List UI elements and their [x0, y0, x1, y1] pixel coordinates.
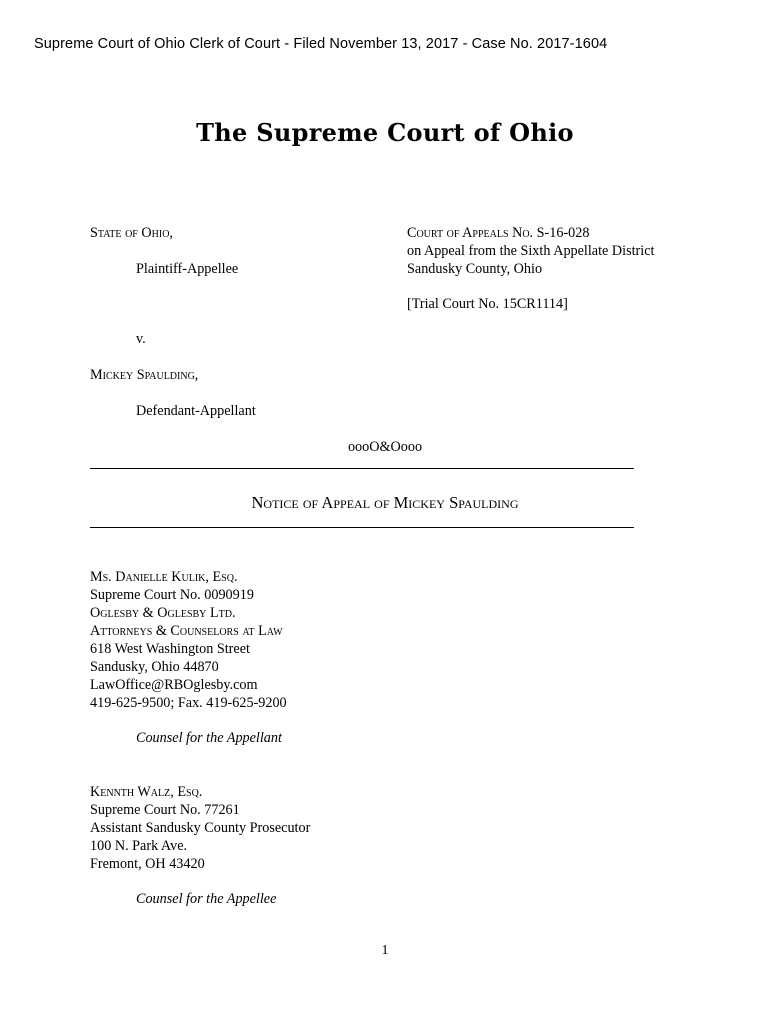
- divider-bottom: [90, 527, 634, 528]
- versus: v.: [136, 331, 146, 347]
- appellee-street: 100 N. Park Ave.: [90, 838, 188, 854]
- law-firm-description: Attorneys & Counselors at Law: [90, 623, 283, 639]
- appellee-counsel-name: Kennth Walz, Esq.: [90, 784, 203, 800]
- document-title: Notice of Appeal of Mickey Spaulding: [251, 493, 519, 512]
- separator-ornament: oooO&Oooo: [347, 439, 423, 455]
- appellee-sc-number: Supreme Court No. 77261: [90, 802, 240, 818]
- appeals-case-number: Court of Appeals No. S-16-028: [407, 225, 590, 241]
- plaintiff-role: Plaintiff-Appellee: [136, 261, 239, 277]
- filing-stamp: Supreme Court of Ohio Clerk of Court - Filed November 13, 2017 - Case No. 2017-1604: [34, 36, 608, 52]
- appellee-title: Assistant Sandusky County Prosecutor: [90, 820, 311, 836]
- court-title: The Supreme Court of Ohio: [196, 118, 574, 147]
- appellant-counsel-role: Counsel for the Appellant: [136, 730, 282, 746]
- law-firm-name: Oglesby & Oglesby Ltd.: [90, 605, 236, 621]
- appellant-counsel-name: Ms. Danielle Kulik, Esq.: [90, 569, 238, 585]
- defendant-role: Defendant-Appellant: [136, 403, 256, 419]
- appellant-sc-number: Supreme Court No. 0090919: [90, 587, 254, 603]
- appellant-phone-fax: 419-625-9500; Fax. 419-625-9200: [90, 695, 287, 711]
- county: Sandusky County, Ohio: [407, 261, 543, 277]
- plaintiff-name: State of Ohio,: [90, 225, 173, 241]
- appellee-counsel-block: [90, 783, 310, 873]
- appeal-from: on Appeal from the Sixth Appellate District: [407, 243, 655, 259]
- appellant-city: Sandusky, Ohio 44870: [90, 659, 219, 675]
- divider-top: [90, 468, 634, 469]
- trial-court-number: [Trial Court No. 15CR1114]: [407, 296, 568, 312]
- page-number: 1: [381, 943, 389, 958]
- appellee-counsel-role: Counsel for the Appellee: [136, 891, 277, 907]
- appellant-counsel-block: [90, 568, 287, 712]
- appellant-street: 618 West Washington Street: [90, 641, 250, 657]
- defendant-name: Mickey Spaulding,: [90, 367, 199, 383]
- appellant-email: LawOffice@RBOglesby.com: [90, 677, 258, 693]
- appellee-city: Fremont, OH 43420: [90, 856, 205, 872]
